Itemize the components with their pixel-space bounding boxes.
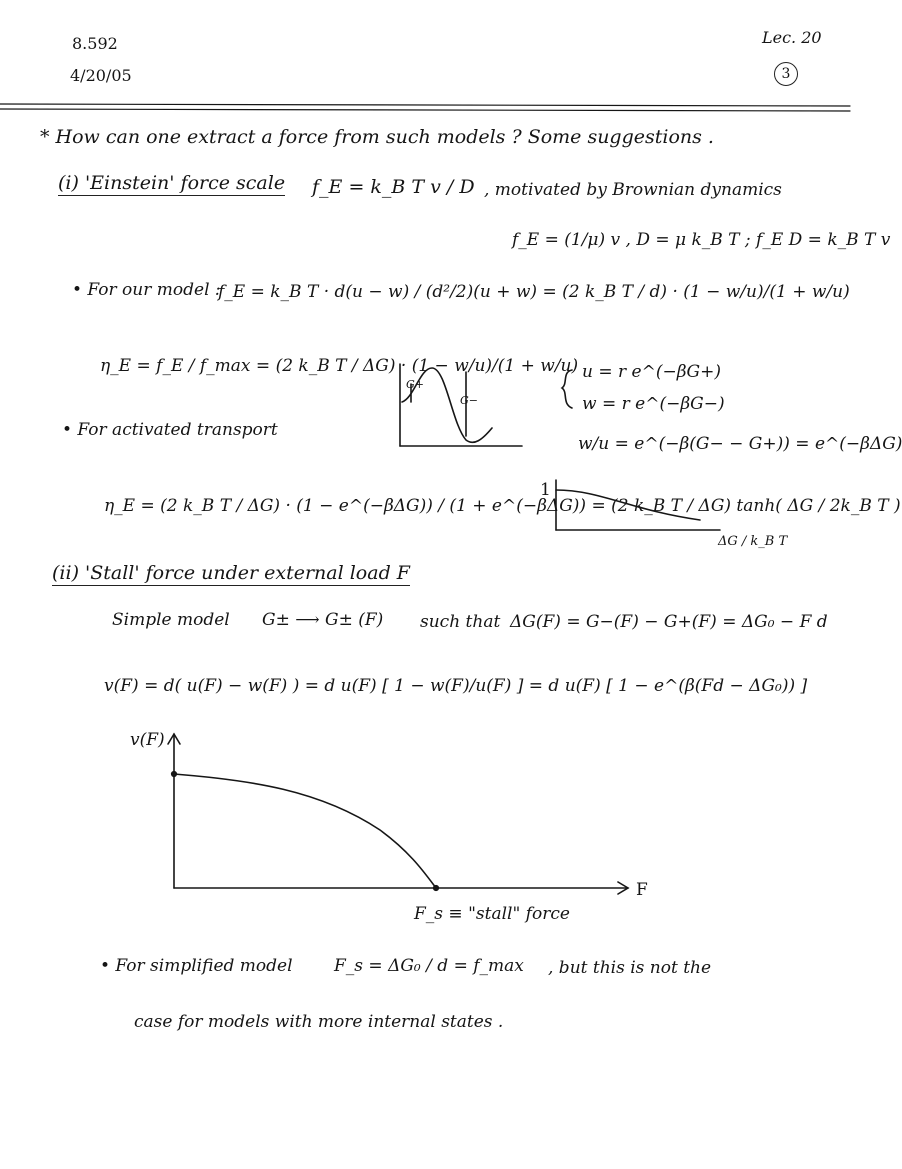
stall-force-label: F_s ≡ "stall" force <box>414 904 570 924</box>
brownian-relations: f_E = (1/μ) v , D = μ k_B T ; f_E D = k_B T v <box>512 230 891 250</box>
einstein-force-formula: f_E = k_B T v / D <box>312 176 475 198</box>
conclusion-second-line: case for models with more internal states . <box>134 1012 504 1032</box>
delta-g-relation: ΔG(F) = G−(F) − G+(F) = ΔG₀ − F d <box>510 612 828 632</box>
rate-ratio: w/u = e^(−β(G− − G+)) = e^(−βΔG) <box>578 434 902 454</box>
activated-efficiency-formula: η_E = (2 k_B T / ΔG) · (1 − e^(−βΔG)) / (1 + e^(−βΔG)) = (2 k_B T / ΔG) tanh( ΔG / 2k_B T ) <box>104 496 901 516</box>
sketch-label-g-minus: G− <box>460 394 479 407</box>
our-model-bullet: • For our model : <box>72 280 221 300</box>
tanh-plot-y-label: 1 <box>540 480 551 500</box>
tanh-plot-x-label: ΔG / k_B T <box>718 534 788 549</box>
lecture-number: Lec. 20 <box>762 28 822 47</box>
simple-model-label: Simple model <box>112 610 230 630</box>
our-model-formula: f_E = k_B T · d(u − w) / (d²/2)(u + w) = (2 k_B T / d) · (1 − w/u)/(1 + w/u) <box>218 282 850 302</box>
lecture-date: 4/20/05 <box>70 66 132 85</box>
such-that-label: such that <box>420 612 501 632</box>
page-number: 3 <box>774 62 798 86</box>
rate-w: w = r e^(−βG−) <box>582 394 725 414</box>
conclusion-tail: , but this is not the <box>548 958 712 978</box>
question-line: * How can one extract a force from such models ? Some suggestions . <box>40 126 714 148</box>
free-energy-mapping: G± ⟶ G± (F) <box>262 610 384 630</box>
rate-u: u = r e^(−βG+) <box>582 362 721 382</box>
activated-transport-bullet: • For activated transport <box>62 420 278 440</box>
plot-x-axis-label: F <box>636 880 648 900</box>
simplified-model-bullet: • For simplified model <box>100 956 293 976</box>
efficiency-formula: η_E = f_E / f_max = (2 k_B T / ΔG) · (1 − w/u)/(1 + w/u) <box>100 356 579 376</box>
section-i-label: (i) 'Einstein' force scale <box>58 172 286 194</box>
plot-y-axis-label: v(F) <box>130 730 165 750</box>
velocity-relation: v(F) = d( u(F) − w(F) ) = d u(F) [ 1 − w(F)/u(F) ] = d u(F) [ 1 − e^(β(Fd − ΔG₀)) ] <box>104 676 808 696</box>
section-ii-label: (ii) 'Stall' force under external load F <box>52 562 410 584</box>
sketch-label-g-plus: G+ <box>406 378 425 391</box>
brownian-note: , motivated by Brownian dynamics <box>484 180 782 200</box>
stall-force-formula: F_s = ΔG₀ / d = f_max <box>334 956 524 976</box>
course-number: 8.592 <box>72 34 118 53</box>
